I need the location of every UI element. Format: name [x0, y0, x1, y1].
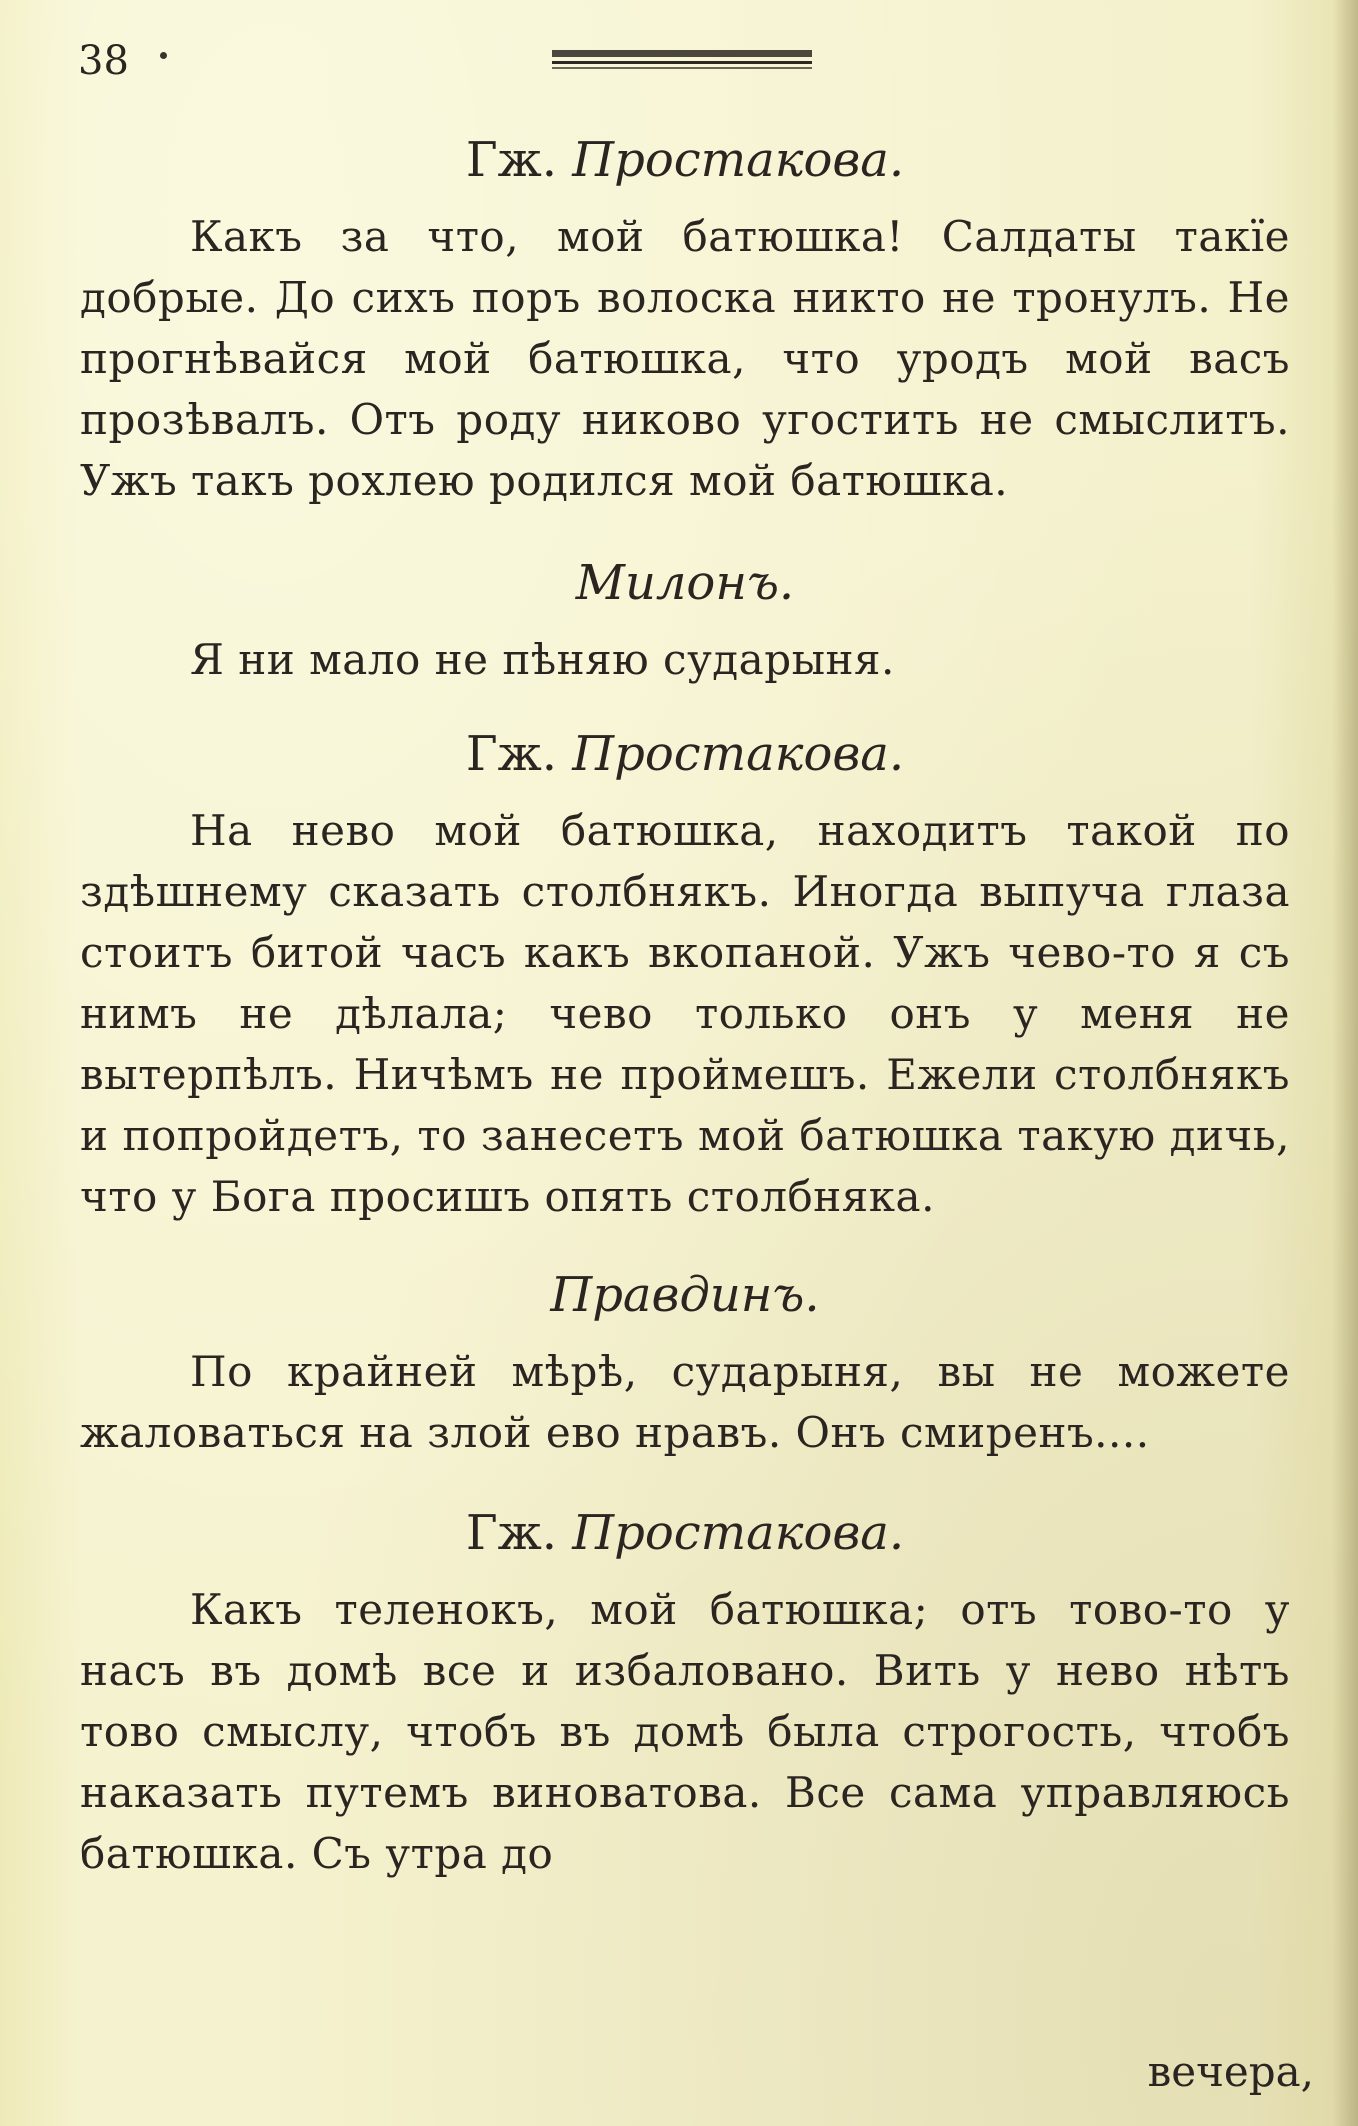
speech-text: По крайней мѣрѣ, сударыня, вы не можете жаловаться на злой ево нравъ. Онъ смиренъ....	[80, 1347, 1290, 1457]
header-rule-bar	[552, 50, 812, 57]
printer-dot-mark	[160, 52, 167, 59]
dialogue-block	[80, 724, 1290, 1227]
dialogue-block	[80, 130, 1290, 511]
header-rule-bar	[552, 61, 812, 64]
speaker-title: Гж.	[465, 726, 558, 782]
speaker-heading	[80, 1503, 1290, 1563]
speaker-name: Простакова.	[572, 726, 905, 782]
speaker-heading	[80, 553, 1290, 613]
page-number: 38	[78, 38, 129, 84]
speech-text: Какъ за что, мой батюшка! Салдаты такїе добрые. До сихъ поръ волоска никто не тронулъ. Не прогнѣвайся мой батюшка, что уродъ мой васъ прозѣвалъ. Отъ роду никово угостить не смыслитъ. Ужъ такъ рохлею родился мой батюшка.	[80, 212, 1290, 505]
speaker-name: Простакова.	[572, 132, 905, 188]
catchword: вечера,	[1147, 2047, 1314, 2096]
speech-text: Какъ теленокъ, мой батюшка; отъ тово-то у насъ въ домѣ все и избаловано. Вить у нево нѣтъ тово смыслу, чтобъ въ домѣ была строгость, чтобъ наказать путемъ виноватова. Все сама управляюсь батюшка. Съ утра до	[80, 1585, 1290, 1878]
header-ornamental-rule	[552, 50, 812, 72]
page-edge-shadow	[1332, 0, 1358, 2126]
speaker-heading	[80, 724, 1290, 784]
speaker-heading	[80, 130, 1290, 190]
speech-text: На нево мой батюшка, находитъ такой по здѣшнему сказать столбнякъ. Иногда выпуча глаза стоитъ битой часъ какъ вкопаной. Ужъ чево-то я съ нимъ не дѣлала; чево только онъ у меня не вытерпѣлъ. Ничѣмъ не проймешъ. Ежели столбнякъ и попройдетъ, то занесетъ мой батюшка такую дичь, что у Бога просишъ опять столбняка.	[80, 806, 1290, 1221]
speaker-name: Простакова.	[572, 1505, 905, 1561]
speaker-title: Гж.	[465, 132, 558, 188]
speaker-title: Гж.	[465, 1505, 558, 1561]
page-text-body	[80, 130, 1290, 1884]
dialogue-block	[80, 553, 1290, 690]
speaker-name: Правдинъ.	[550, 1267, 820, 1323]
speaker-name: Милонъ.	[575, 555, 795, 611]
header-rule-bar	[552, 67, 812, 69]
dialogue-block	[80, 1265, 1290, 1463]
dialogue-block	[80, 1503, 1290, 1884]
speaker-heading	[80, 1265, 1290, 1325]
speech-text: Я ни мало не пѣняю сударыня.	[190, 635, 895, 684]
